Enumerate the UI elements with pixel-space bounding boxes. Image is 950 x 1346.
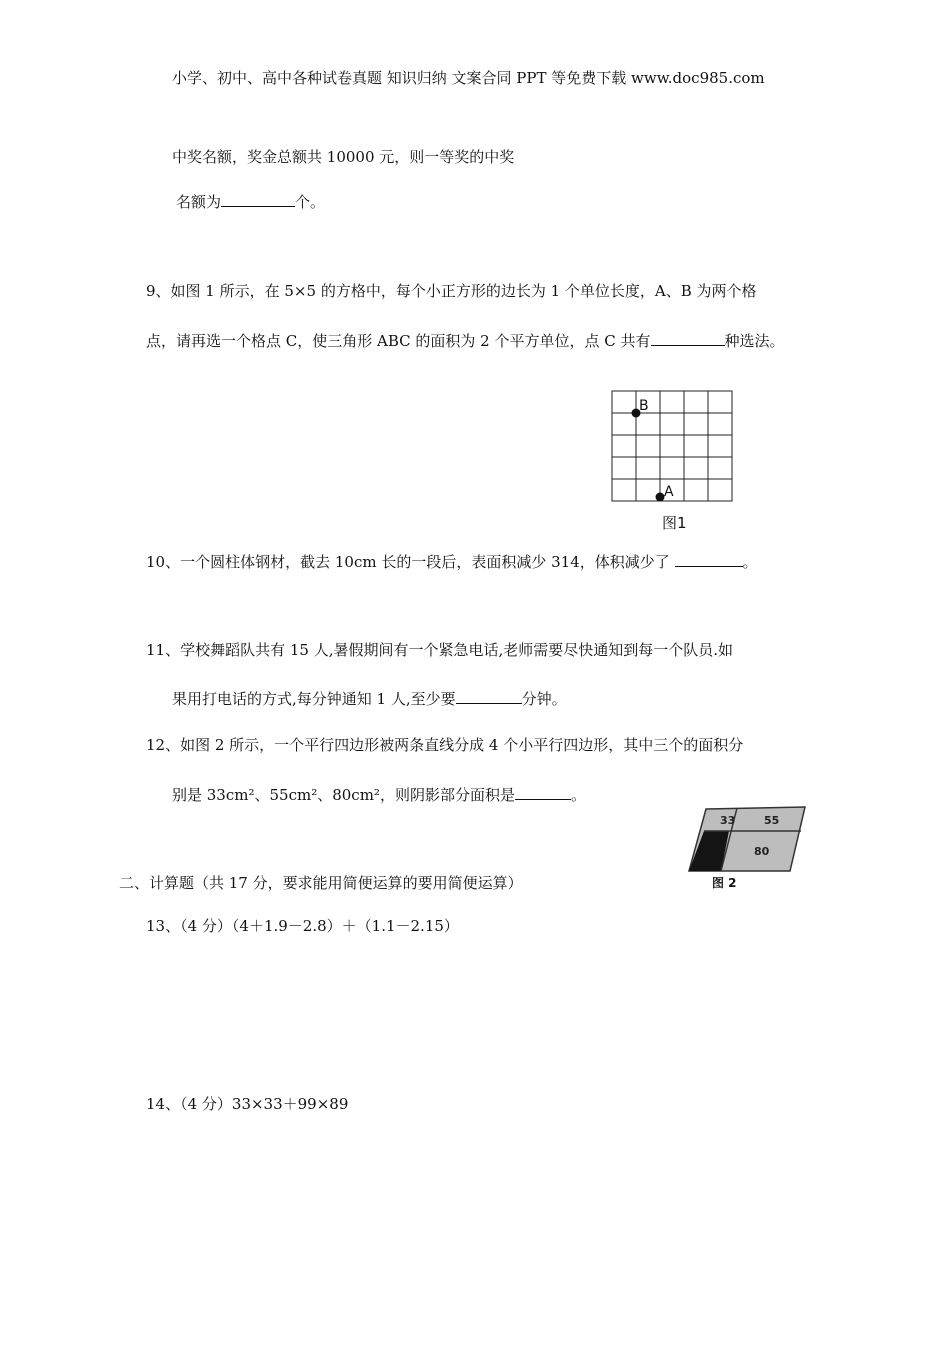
q10-answer-blank[interactable] — [675, 552, 743, 567]
area-80-label: 80 — [754, 845, 770, 858]
q9-line1: 9、如图 1 所示，在 5×5 的方格中，每个小正方形的边长为 1 个单位长度，A、B 为两个格 — [146, 282, 757, 300]
figure-2-caption: 图 2 — [712, 876, 737, 890]
q8-line2-text: 名额为 — [176, 193, 222, 211]
q11-answer-blank[interactable] — [456, 689, 522, 704]
q9-line2 — [146, 331, 785, 351]
q14-text: 14、（4 分）33×33＋99×89 — [146, 1095, 349, 1113]
q11-line1: 11、学校舞蹈队共有 15 人,暑假期间有一个紧急电话,老师需要尽快通知到每一个队员.如 — [146, 641, 734, 659]
figure-1-grid — [605, 385, 740, 510]
q11-line2-end: 分钟。 — [521, 690, 567, 708]
q11-line2 — [172, 689, 567, 709]
q12-line2-end: 。 — [570, 786, 586, 804]
area-55-label: 55 — [764, 814, 780, 827]
q8-line1: 中奖名额，奖金总额共 10000 元，则一等奖的中奖 — [172, 148, 515, 166]
figure-1-caption: 图1 — [662, 514, 687, 532]
q9-answer-blank[interactable] — [651, 331, 725, 346]
section-2-title: 二、计算题（共 17 分，要求能用简便运算的要用简便运算） — [119, 874, 523, 892]
q9-line2-text: 点，请再选一个格点 C，使三角形 ABC 的面积为 2 个平方单位，点 C 共有 — [146, 332, 651, 350]
q12-line2-text: 别是 33cm²、55cm²、80cm²，则阴影部分面积是 — [172, 786, 515, 804]
q9-line2-end: 种选法。 — [724, 332, 785, 350]
q12-line1: 12、如图 2 所示，一个平行四边形被两条直线分成 4 个小平行四边形，其中三个的面积分 — [146, 736, 744, 754]
point-a-label: A — [664, 484, 674, 500]
page-header: 小学、初中、高中各种试卷真题 知识归纳 文案合同 PPT 等免费下载 www.doc985.com — [172, 69, 765, 87]
q10-text-end: 。 — [742, 553, 758, 571]
q13-text: 13、（4 分）（4＋1.9－2.8）＋（1.1－2.15） — [146, 917, 459, 935]
q12-answer-blank[interactable] — [515, 785, 571, 800]
q12-line2 — [172, 785, 586, 805]
q10-text — [146, 552, 758, 572]
q8-answer-blank[interactable] — [221, 192, 295, 207]
point-b-label: B — [639, 398, 649, 414]
figure-2-parallelogram — [684, 804, 810, 874]
q8-line2 — [176, 192, 325, 212]
area-33-label: 33 — [720, 814, 736, 827]
q11-line2-text: 果用打电话的方式,每分钟通知 1 人,至少要 — [172, 690, 456, 708]
q10-text-main: 10、一个圆柱体钢材，截去 10cm 长的一段后，表面积减少 314，体积减少了 — [146, 553, 670, 571]
q8-line2-end: 个。 — [295, 193, 326, 211]
